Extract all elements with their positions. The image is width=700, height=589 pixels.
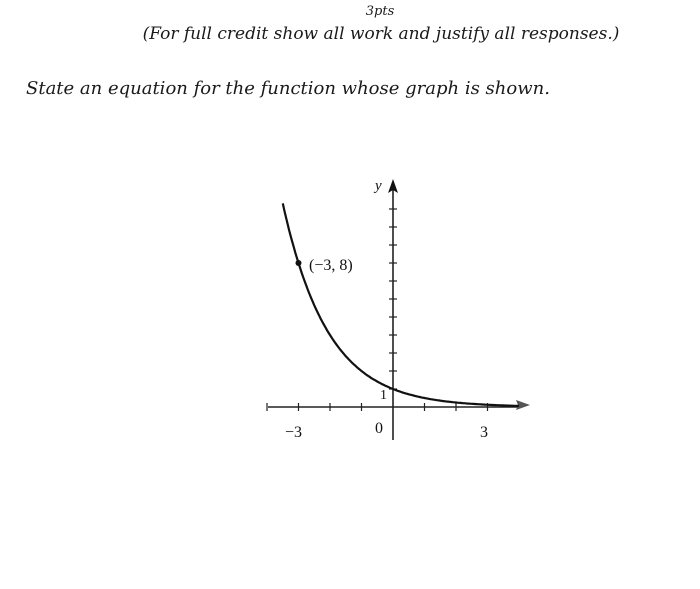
- question-text: State an equation for the function whose graph is shown.: [26, 78, 550, 99]
- labeled-point-marker: [296, 260, 302, 266]
- x-tick-label-3: 3: [480, 424, 488, 441]
- exponential-curve: [283, 203, 519, 406]
- x-tick-label-neg3: −3: [285, 424, 303, 441]
- y-axis-label: y: [375, 178, 382, 194]
- instructions-text: (For full credit show all work and justify all responses.): [142, 24, 620, 44]
- points-label: 3pts: [365, 4, 395, 19]
- y-intercept-label: 1: [380, 388, 387, 403]
- x-tick-label-0: 0: [375, 420, 383, 437]
- point-label: (−3, 8): [309, 257, 353, 274]
